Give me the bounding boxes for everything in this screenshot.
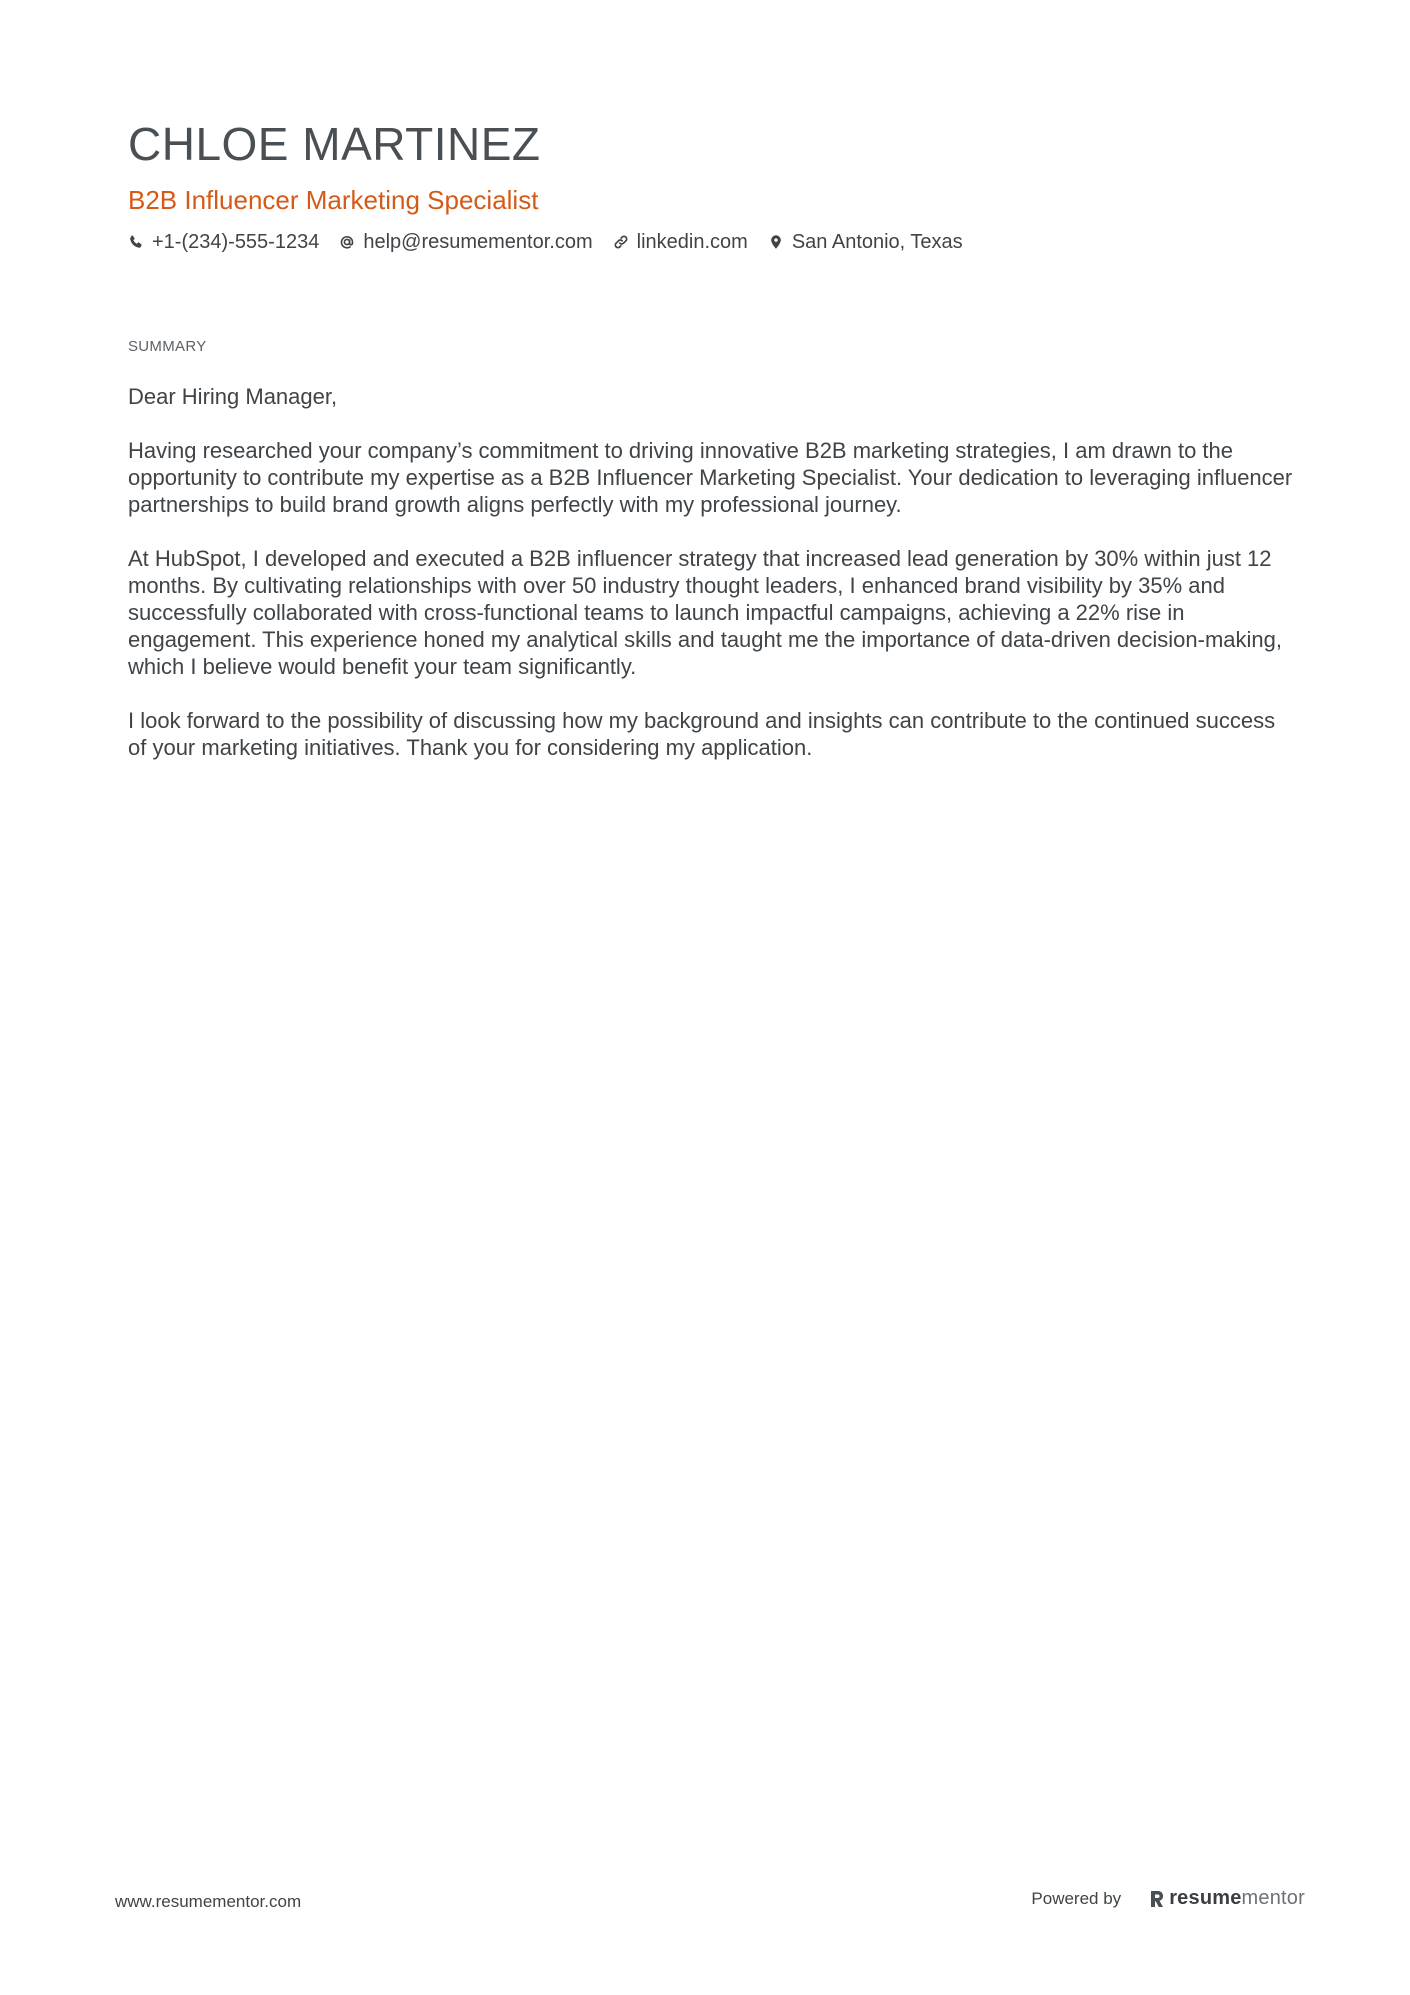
contact-phone (128, 228, 319, 256)
resumementor-logo-icon (1149, 1889, 1165, 1909)
at-icon (339, 234, 355, 250)
footer-website-link[interactable]: www.resumementor.com (115, 1892, 302, 1911)
contact-location (768, 228, 963, 256)
letter-paragraph: I look forward to the possibility of discussing how my background and insights can contribute to the continued success of your marketing initiatives. Thank you for considering my application. (128, 708, 1276, 760)
letter-body (128, 383, 1298, 788)
location-text: San Antonio, Texas (791, 231, 963, 253)
phone-icon (128, 234, 144, 250)
letter-paragraph: At HubSpot, I developed and executed a B2B influencer strategy that increased lead generation by 30% within just 12 months. By cultivating relationships with over 50 industry thought leaders, I enhanced brand visibility by 35% and successfully collaborated with cross-functional teams to launch impactful campaigns, achieving a 22% rise in engagement. This experience honed my analytical skills and taught me the importance of data-driven decision-making, which I believe would benefit your team significantly. (128, 546, 1283, 679)
brand-name-strong: resume (1169, 1887, 1242, 1909)
location-pin-icon (768, 234, 784, 250)
contact-info (128, 228, 1288, 256)
link-icon (613, 234, 629, 250)
section-heading-summary: SUMMARY (128, 338, 207, 355)
brand-name-light: mentor (1241, 1887, 1305, 1909)
powered-by-label: Powered by (1031, 1888, 1122, 1908)
job-title: B2B Influencer Marketing Specialist (128, 185, 539, 215)
phone-text: +1-(234)-555-1234 (152, 231, 320, 253)
brand-logo[interactable] (1149, 1887, 1305, 1910)
contact-email[interactable] (339, 228, 592, 256)
salutation: Dear Hiring Manager, (128, 384, 338, 409)
candidate-name: CHLOE MARTINEZ (128, 118, 541, 170)
linkedin-text: linkedin.com (636, 231, 748, 253)
letter-paragraph: Having researched your company’s commitment to driving innovative B2B marketing strategies, I am drawn to the opportunity to contribute my expertise as a B2B Influencer Marketing Specialist. Your dedication to leveraging influencer partnerships to build brand growth aligns perfectly with my professional journey. (128, 438, 1293, 517)
email-text: help@resumementor.com (363, 231, 593, 253)
footer-branding (1031, 1887, 1305, 1910)
contact-linkedin[interactable] (613, 228, 748, 256)
header (128, 116, 1288, 256)
